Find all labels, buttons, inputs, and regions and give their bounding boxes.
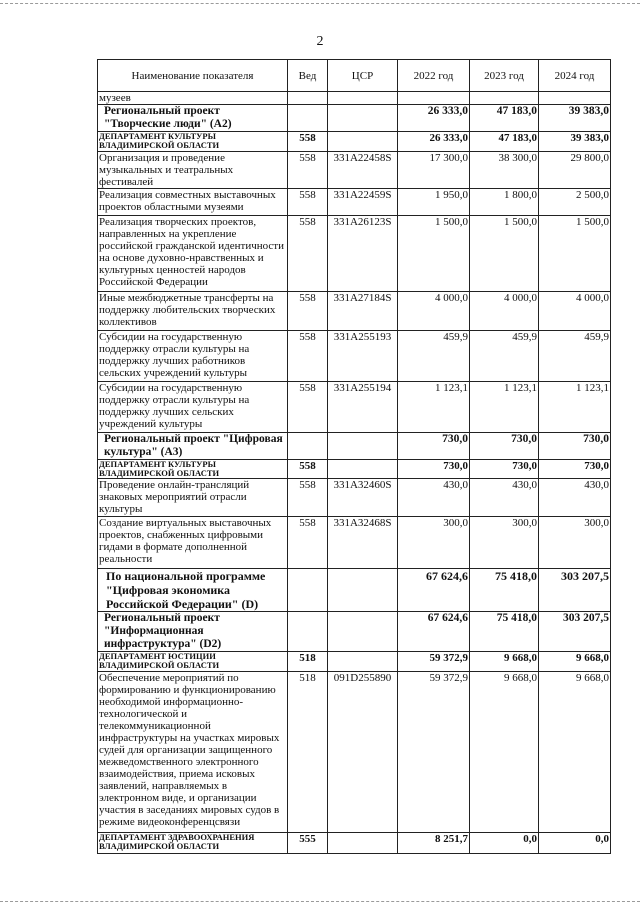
cell-2022: 17 300,0	[398, 152, 470, 189]
cell-csr	[328, 105, 398, 132]
cell-2023: 1 800,0	[470, 189, 539, 216]
cell-ved: 558	[288, 517, 328, 569]
cell-2022: 4 000,0	[398, 292, 470, 331]
cell-2023	[470, 92, 539, 105]
cell-2023: 47 183,0	[470, 105, 539, 132]
dept-row	[98, 460, 611, 479]
cell-csr	[328, 132, 398, 152]
cell-2024: 1 500,0	[539, 216, 611, 292]
cell-2023: 38 300,0	[470, 152, 539, 189]
cell-2023: 430,0	[470, 479, 539, 517]
cell-ved	[288, 433, 328, 460]
cell-2023: 730,0	[470, 460, 539, 479]
cell-2023: 300,0	[470, 517, 539, 569]
cell-ved: 518	[288, 672, 328, 833]
cell-ved	[288, 612, 328, 652]
cell-2022: 430,0	[398, 479, 470, 517]
cell-2024: 9 668,0	[539, 672, 611, 833]
cell-csr: 331А26123S	[328, 216, 398, 292]
cell-ved	[288, 105, 328, 132]
cell-2024: 303 207,5	[539, 612, 611, 652]
cell-ved: 558	[288, 331, 328, 382]
cell-ved: 558	[288, 479, 328, 517]
cell-ved	[288, 92, 328, 105]
cell-2022: 1 500,0	[398, 216, 470, 292]
cell-2024: 39 383,0	[539, 132, 611, 152]
column-header-2022: 2022 год	[398, 60, 470, 92]
cell-2024: 730,0	[539, 460, 611, 479]
program-row	[98, 569, 611, 612]
cell-2024: 39 383,0	[539, 105, 611, 132]
cell-name: Иные межбюджетные трансферты на поддержку любительских творческих коллективов	[98, 292, 288, 331]
cell-2022	[398, 92, 470, 105]
cell-name: Организация и проведение музыкальных и театральных фестивалей	[98, 152, 288, 189]
cell-2024: 459,9	[539, 331, 611, 382]
cell-csr	[328, 612, 398, 652]
cell-name: Субсидии на государственную поддержку отрасли культуры на поддержку лучших сельских учреждений культуры	[98, 382, 288, 433]
table-row	[98, 331, 611, 382]
cell-2023: 0,0	[470, 833, 539, 854]
regional-row	[98, 612, 611, 652]
cell-name: Создание виртуальных выставочных проектов, снабженных цифровыми гидами в формате дополненной реальности	[98, 517, 288, 569]
cell-2023: 47 183,0	[470, 132, 539, 152]
column-header-2023: 2023 год	[470, 60, 539, 92]
cell-ved: 558	[288, 189, 328, 216]
table-row	[98, 216, 611, 292]
cell-ved: 558	[288, 382, 328, 433]
cell-name: ДЕПАРТАМЕНТ ЗДРАВООХРАНЕНИЯ ВЛАДИМИРСКОЙ ОБЛАСТИ	[98, 833, 288, 854]
cell-2022: 459,9	[398, 331, 470, 382]
cell-csr	[328, 460, 398, 479]
cell-name: По национальной программе "Цифровая экономика Российской Федерации" (D)	[98, 569, 288, 612]
cell-name: Региональный проект "Творческие люди" (А2)	[98, 105, 288, 132]
cell-2022: 59 372,9	[398, 652, 470, 672]
cell-2024: 300,0	[539, 517, 611, 569]
table-row	[98, 189, 611, 216]
cell-2024: 1 123,1	[539, 382, 611, 433]
cell-2023: 4 000,0	[470, 292, 539, 331]
cell-2024: 0,0	[539, 833, 611, 854]
page-number: 2	[316, 34, 324, 49]
cell-ved	[288, 569, 328, 612]
dept-row	[98, 833, 611, 854]
table-row	[98, 479, 611, 517]
table-row	[98, 517, 611, 569]
cell-ved: 555	[288, 833, 328, 854]
table-body	[98, 92, 611, 854]
cell-csr	[328, 833, 398, 854]
cell-2023: 9 668,0	[470, 672, 539, 833]
cell-2022: 8 251,7	[398, 833, 470, 854]
cell-2023: 1 500,0	[470, 216, 539, 292]
cell-2024: 430,0	[539, 479, 611, 517]
column-header-name: Наименование показателя	[98, 60, 288, 92]
cell-ved: 518	[288, 652, 328, 672]
cell-csr	[328, 433, 398, 460]
cell-csr	[328, 92, 398, 105]
cell-2022: 67 624,6	[398, 612, 470, 652]
cell-2022: 730,0	[398, 433, 470, 460]
cell-name: ДЕПАРТАМЕНТ КУЛЬТУРЫ ВЛАДИМИРСКОЙ ОБЛАСТИ	[98, 132, 288, 152]
cell-2023: 75 418,0	[470, 612, 539, 652]
column-header-2024: 2024 год	[539, 60, 611, 92]
cell-name: ДЕПАРТАМЕНТ ЮСТИЦИИ ВЛАДИМИРСКОЙ ОБЛАСТИ	[98, 652, 288, 672]
column-header-csr: ЦСР	[328, 60, 398, 92]
dept-row	[98, 132, 611, 152]
cell-name: Обеспечение мероприятий по формированию и функционированию необходимой информационно-технологической и телекоммуникационной инфраструктуры на участках мировых судей для организации защищенного межведомственного электронного взаимодействия, приема исковых заявлений, направляемых в электронном виде, и организации участия в заседаниях мировых судов в режиме видеоконференцсвязи	[98, 672, 288, 833]
cell-name: Реализация совместных выставочных проектов областными музеями	[98, 189, 288, 216]
cell-csr: 331А22459S	[328, 189, 398, 216]
cell-csr: 331А32460S	[328, 479, 398, 517]
cell-2024	[539, 92, 611, 105]
cell-2023: 459,9	[470, 331, 539, 382]
cell-name: Региональный проект "Информационная инфраструктура" (D2)	[98, 612, 288, 652]
budget-table	[97, 59, 611, 854]
cell-2022: 26 333,0	[398, 132, 470, 152]
cell-2023: 9 668,0	[470, 652, 539, 672]
table-row	[98, 152, 611, 189]
cell-2022: 67 624,6	[398, 569, 470, 612]
cell-2023: 1 123,1	[470, 382, 539, 433]
cell-2023: 75 418,0	[470, 569, 539, 612]
cell-ved: 558	[288, 292, 328, 331]
cell-name: музеев	[98, 92, 288, 105]
cell-2022: 59 372,9	[398, 672, 470, 833]
cell-csr: 331А255193	[328, 331, 398, 382]
cell-ved: 558	[288, 460, 328, 479]
cell-2024: 4 000,0	[539, 292, 611, 331]
table-row	[98, 672, 611, 833]
cell-csr: 331А255194	[328, 382, 398, 433]
table-header-row	[98, 60, 611, 92]
cell-ved: 558	[288, 132, 328, 152]
cell-csr: 331А27184S	[328, 292, 398, 331]
cell-2022: 26 333,0	[398, 105, 470, 132]
cell-2022: 730,0	[398, 460, 470, 479]
cell-csr	[328, 652, 398, 672]
cell-2022: 1 123,1	[398, 382, 470, 433]
cell-csr: 091D255890	[328, 672, 398, 833]
cell-2022: 300,0	[398, 517, 470, 569]
cell-csr	[328, 569, 398, 612]
column-header-ved: Вед	[288, 60, 328, 92]
cell-2024: 730,0	[539, 433, 611, 460]
cell-csr: 331А32468S	[328, 517, 398, 569]
cell-name: ДЕПАРТАМЕНТ КУЛЬТУРЫ ВЛАДИМИРСКОЙ ОБЛАСТИ	[98, 460, 288, 479]
cell-2023: 730,0	[470, 433, 539, 460]
cell-name: Региональный проект "Цифровая культура" (А3)	[98, 433, 288, 460]
regional-row	[98, 433, 611, 460]
top-scan-edge	[0, 3, 640, 4]
regional-row	[98, 105, 611, 132]
cell-2024: 9 668,0	[539, 652, 611, 672]
cell-name: Проведение онлайн-трансляций знаковых мероприятий отрасли культуры	[98, 479, 288, 517]
table-row	[98, 92, 611, 105]
cell-csr: 331А22458S	[328, 152, 398, 189]
cell-2024: 2 500,0	[539, 189, 611, 216]
cell-ved: 558	[288, 152, 328, 189]
table-row	[98, 382, 611, 433]
dept-row	[98, 652, 611, 672]
cell-ved: 558	[288, 216, 328, 292]
table-row	[98, 292, 611, 331]
cell-2024: 303 207,5	[539, 569, 611, 612]
cell-name: Субсидии на государственную поддержку отрасли культуры на поддержку лучших работников сельских учреждений культуры	[98, 331, 288, 382]
bottom-scan-edge	[0, 901, 640, 902]
cell-2022: 1 950,0	[398, 189, 470, 216]
cell-name: Реализация творческих проектов, направленных на укрепление российской гражданской идентичности на основе духовно-нравственных и культурных ценностей народов Российской Федерации	[98, 216, 288, 292]
cell-2024: 29 800,0	[539, 152, 611, 189]
